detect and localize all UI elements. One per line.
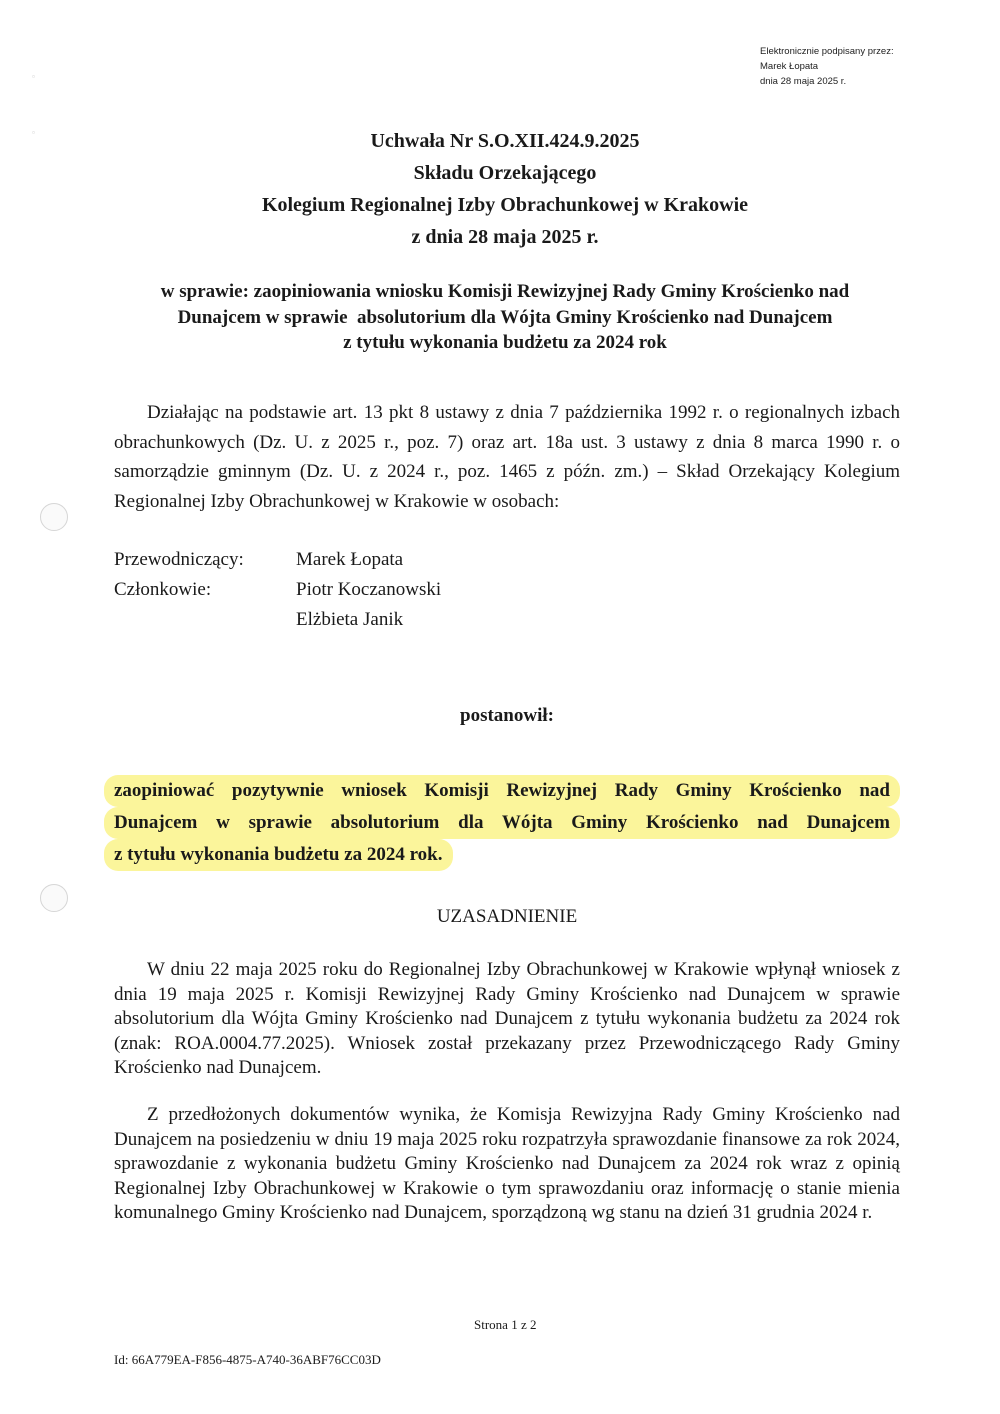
subject-line-1: w sprawie: zaopiniowania wniosku Komisji Rewizyjnej Rady Gminy Krościenko nad (160, 281, 850, 302)
intro-paragraph: Działając na podstawie art. 13 pkt 8 ustawy z dnia 7 października 1992 r. o regionalnych izbach obrachunkowych (Dz. U. z 2025 r., poz. 7) oraz art. 18a ust. 3 ustawy z dnia 8 marca 1990 r. o samorządzie gminnym (Dz. U. z 2024 r., poz. 1465 z późn. zm.) – Skład Orzekający Kolegium Regionalnej Izby Obrachunkowej w Krakowie w osobach: (114, 402, 900, 512)
signature-line-3: dnia 28 maja 2025 r. (760, 76, 847, 87)
punch-hole (40, 503, 68, 531)
resolution-subject (0, 279, 1000, 356)
justification-paragraph-2: Z przedłożonych dokumentów wynika, że Komisja Rewizyjna Rady Gminy Krościenko nad Dunajcem na posiedzeniu w dniu 19 maja 2025 roku rozpatrzyła sprawozdanie finansowe za rok 2024, sprawozdanie z wykonania budżetu Gminy Krościenko nad Dunajcem za 2024 rok wraz z opinią Regionalnej Izby Obrachunkowej w Krakowie o tym sprawozdaniu oraz informację o stanie mienia komunalnego Gminy Krościenko nad Dunajcem, sporządzoną wg stanu na dzień 31 grudnia 2024 r. (114, 1104, 900, 1223)
resolution-body: Składu Orzekającego (413, 162, 597, 184)
subject-line-2: Dunajcem w sprawie absolutorium dla Wójta Gminy Krościenko nad Dunajcem (177, 306, 833, 328)
decision-highlighted (114, 775, 900, 871)
resolution-title (0, 125, 1000, 253)
scan-mark: ▫ (32, 128, 35, 137)
resolution-college: Kolegium Regionalnej Izby Obrachunkowej w Krakowie (261, 194, 749, 216)
justification-paragraph-1: W dniu 22 maja 2025 roku do Regionalnej Izby Obrachunkowej w Krakowie wpłynął wniosek z dnia 19 maja 2025 r. Komisji Rewizyjnej Rady Gminy Krościenko nad Dunajcem w sprawie absolutorium dla Wójta Gminy Krościenko nad Dunajcem z tytułu wykonania budżetu za 2024 rok (znak: ROA.0004.77.2025). Wniosek został przekazany przez Przewodniczącego Rady Gminy Krościenko nad Dunajcem. (114, 959, 900, 1078)
page-number: Strona 1 z 2 (474, 1317, 537, 1332)
decision-line-1: zaopiniować pozytywnie wniosek Komisji Rewizyjnej Rady Gminy Krościenko nad (104, 775, 900, 807)
member-name: Piotr Koczanowski (296, 579, 442, 600)
decision-line-2: Dunajcem w sprawie absolutorium dla Wójta Gminy Krościenko nad Dunajcem (104, 807, 900, 839)
resolved-heading: postanowił: (460, 705, 554, 726)
document-id: Id: 66A779EA-F856-4875-A740-36ABF76CC03D (114, 1352, 381, 1367)
electronic-signature-note (760, 44, 894, 89)
panel-members (114, 545, 441, 635)
signature-line-2: Marek Łopata (760, 61, 819, 72)
members-label: Członkowie: (114, 579, 212, 600)
chair-label: Przewodniczący: (114, 549, 244, 570)
justification-heading: UZASADNIENIE (436, 906, 578, 927)
subject-line-3: z tytułu wykonania budżetu za 2024 rok (343, 332, 667, 353)
decision-line-3: z tytułu wykonania budżetu za 2024 rok. (104, 839, 453, 871)
member-name: Elżbieta Janik (296, 609, 404, 630)
signature-line-1: Elektronicznie podpisany przez: (760, 46, 894, 57)
resolution-date: z dnia 28 maja 2025 r. (411, 226, 599, 248)
resolution-number: Uchwała Nr S.O.XII.424.9.2025 (370, 130, 640, 152)
scan-mark: ▫ (32, 72, 35, 81)
chair-name: Marek Łopata (296, 549, 404, 570)
